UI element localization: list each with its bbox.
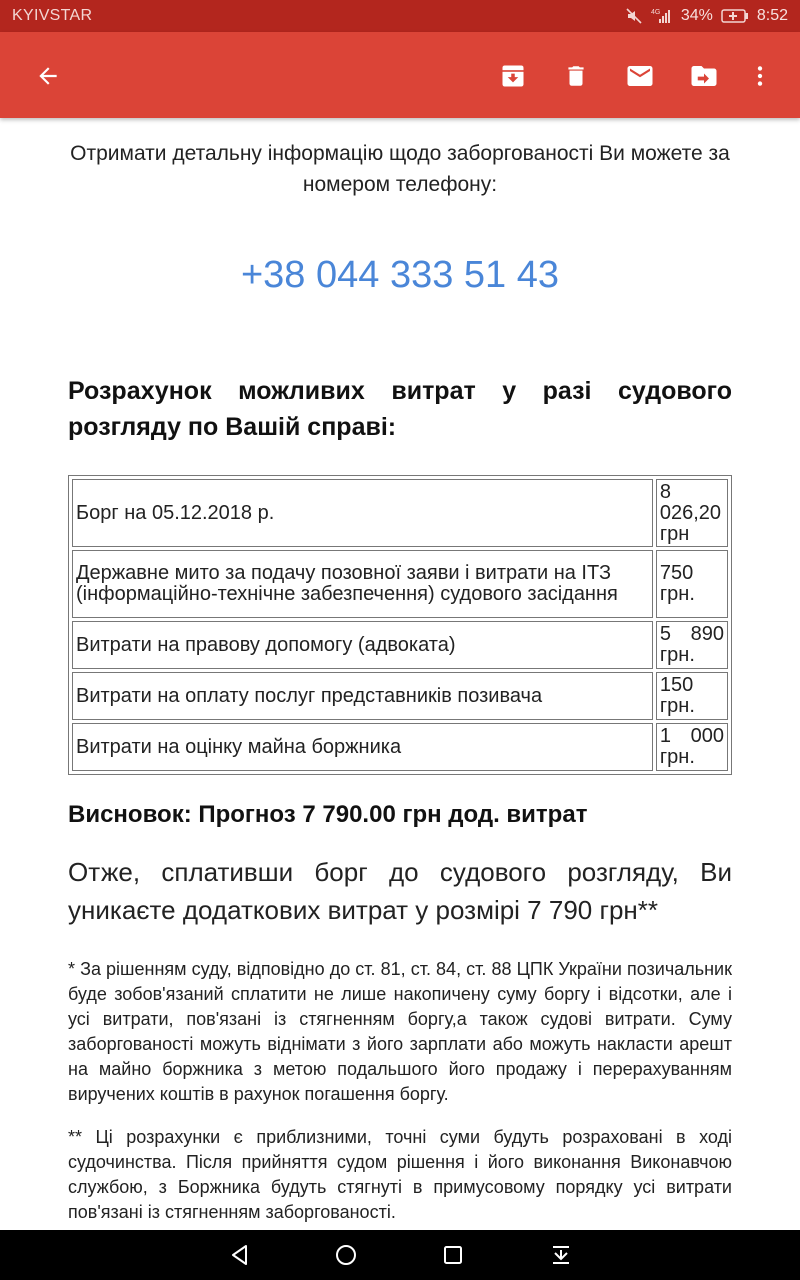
table-row — [72, 479, 728, 547]
archive-icon[interactable] — [493, 56, 533, 96]
cost-label: Витрати на оплату послуг представників позивача — [72, 672, 653, 720]
table-row — [72, 550, 728, 618]
email-body — [68, 118, 732, 1230]
cost-amount: 8 026,20 грн — [656, 479, 728, 547]
table-row — [72, 723, 728, 771]
footnote-2: ** Ці розрахунки є приблизними, точні суми будуть розраховані в ході судочинства. Після прийняття судом рішення і його виконання Виконавчою службою, з Боржника будуть стягнуті в примусовому порядку усі витрати пов'язані із стягненням заборгованості. — [68, 1127, 732, 1222]
home-circle-icon[interactable] — [328, 1237, 364, 1273]
cost-amount: 1 000 грн. — [656, 723, 728, 771]
battery-icon — [721, 8, 749, 24]
back-arrow-icon[interactable] — [28, 56, 68, 96]
intro-text: Отримати детальну інформацію щодо заборгованості Ви можете за номером телефону: — [70, 142, 730, 196]
cost-label: Державне мито за подачу позовної заяви і витрати на ІТЗ (інформаційно-технічне забезпечення) судового засідання — [72, 550, 653, 618]
cost-label: Борг на 05.12.2018 р. — [72, 479, 653, 547]
mute-icon — [625, 7, 643, 25]
trash-icon[interactable] — [556, 56, 596, 96]
footnote-1: * За рішенням суду, відповідно до ст. 81, ст. 84, ст. 88 ЦПК України позичальник буде зобов'язаний сплатити не лише накопичену суму боргу і відсотки, але і усі витрати, пов'язані із стягненням боргу,а також судові витрати. Суму заборгованості можуть віднімати з його зарплати або можуть накласти арешт на майно боржника з метою подальшого його продажу і перерахуванням виручених коштів в рахунок погашення боргу. — [68, 959, 732, 1104]
cost-label: Витрати на оцінку майна боржника — [72, 723, 653, 771]
status-icons — [625, 0, 788, 32]
costs-heading: Розрахунок можливих витрат у разі судового розгляду по Вашій справі: — [68, 377, 732, 441]
table-row — [72, 621, 728, 669]
recents-square-icon[interactable] — [435, 1237, 471, 1273]
table-row — [72, 672, 728, 720]
summary-text: Отже, сплативши борг до судового розгляду, Ви уникаєте додаткових витрат у розмірі 7 790 грн** — [68, 857, 732, 925]
status-bar — [0, 0, 800, 32]
app-toolbar — [0, 32, 800, 118]
carrier-label: KYIVSTAR — [12, 7, 93, 24]
move-to-icon[interactable] — [684, 56, 724, 96]
cost-label: Витрати на правову допомогу (адвоката) — [72, 621, 653, 669]
system-nav-bar — [0, 1230, 800, 1280]
more-vert-icon[interactable] — [740, 56, 780, 96]
cost-amount: 5 890 грн. — [656, 621, 728, 669]
phone-link[interactable]: +38 044 333 51 43 — [240, 254, 560, 296]
notification-pull-icon[interactable] — [543, 1237, 579, 1273]
costs-table — [68, 475, 732, 775]
conclusion-text: Висновок: Прогноз 7 790.00 грн дод. витрат — [68, 801, 588, 828]
back-triangle-icon[interactable] — [222, 1237, 258, 1273]
cost-amount: 150 грн. — [656, 672, 728, 720]
signal-icon — [651, 7, 673, 25]
cost-amount: 750 грн. — [656, 550, 728, 618]
clock: 8:52 — [756, 7, 788, 24]
battery-percent: 34% — [680, 7, 713, 24]
svg-text:4G: 4G — [650, 9, 661, 16]
mail-icon[interactable] — [620, 56, 660, 96]
